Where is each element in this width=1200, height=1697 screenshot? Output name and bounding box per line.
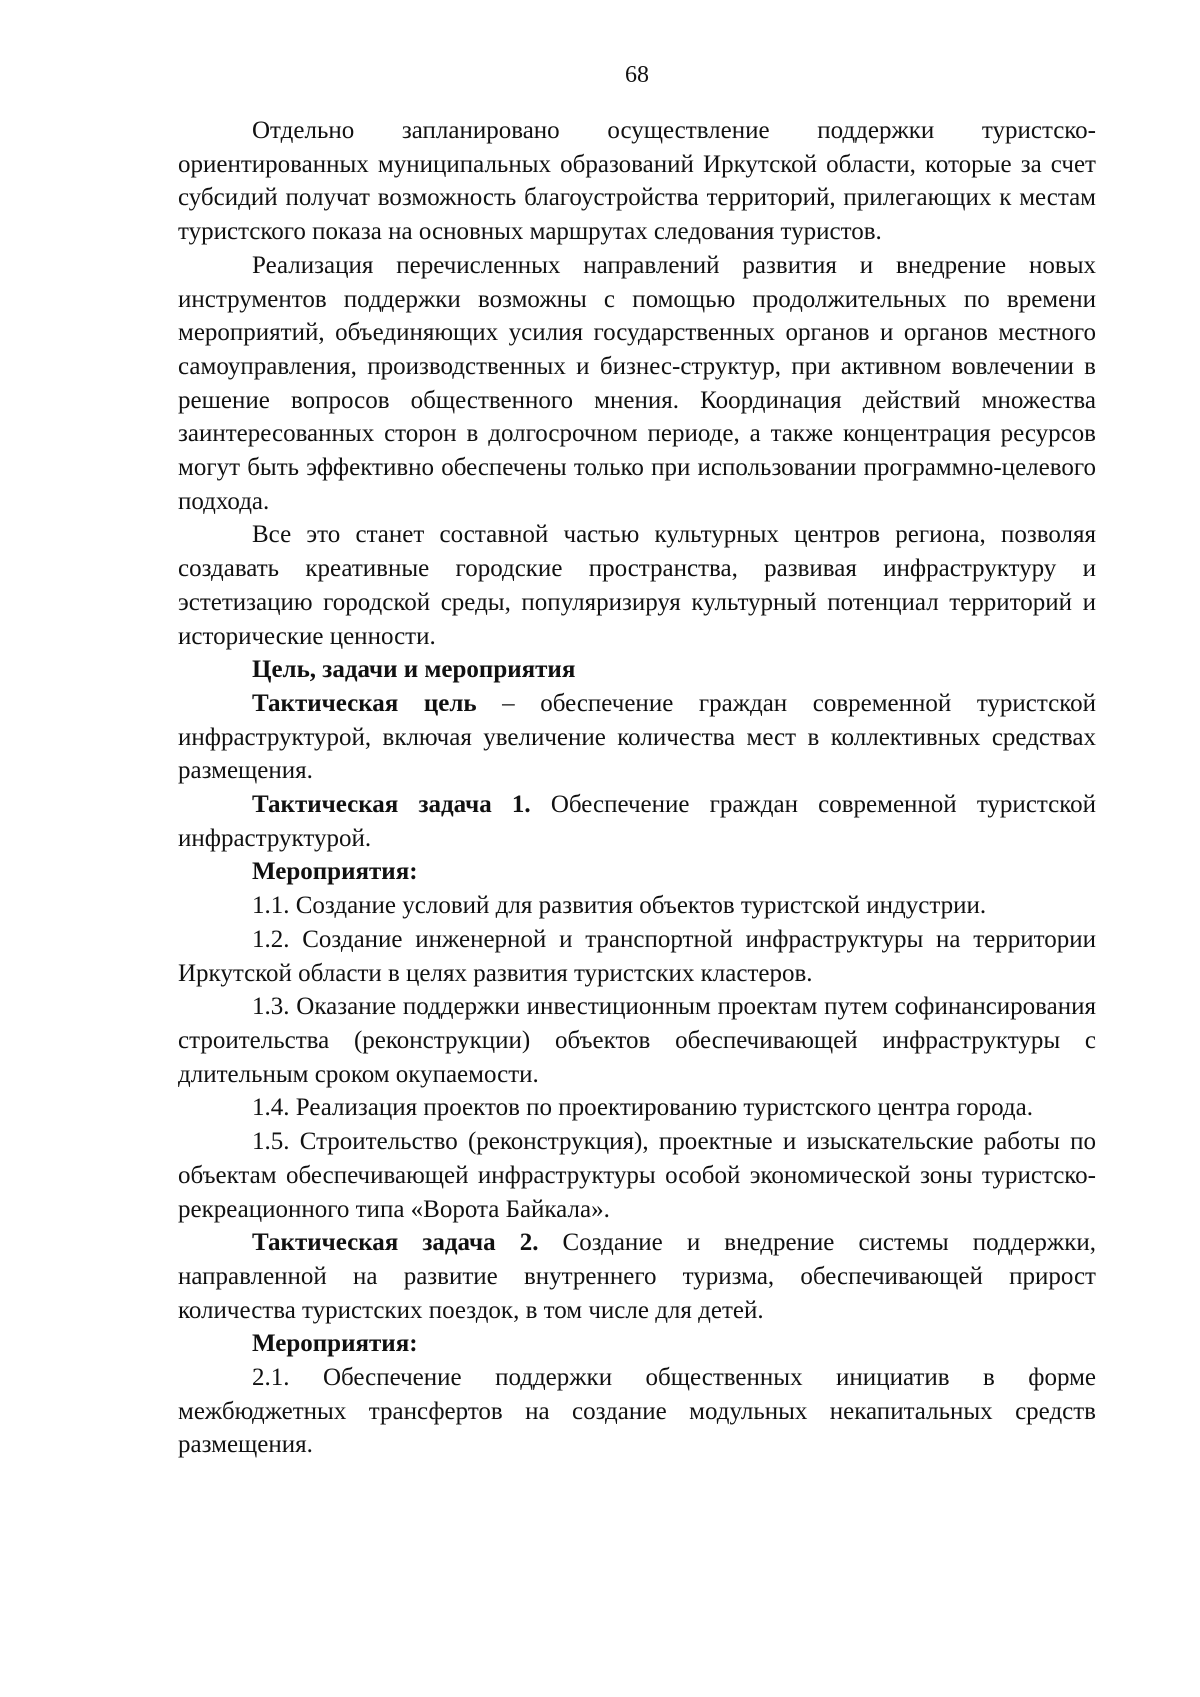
measure-1-3: 1.3. Оказание поддержки инвестиционным проектам путем софинансирования строительства (реконструкции) объектов обеспечивающей инфраструктуры с длительным сроком окупаемости. (178, 993, 1096, 1088)
measures-heading-2: Мероприятия: (252, 1330, 418, 1358)
measure-1-4: 1.4. Реализация проектов по проектированию туристского центра города. (252, 1094, 1033, 1122)
section-heading: Цель, задачи и мероприятия (252, 656, 576, 684)
measures-heading-1: Мероприятия: (252, 858, 418, 886)
tactical-goal-text: – обеспечение граждан современной туристской инфраструктурой, включая увеличение количества мест в коллективных средствах размещения. (178, 689, 1096, 785)
page-number: 68 (625, 62, 649, 88)
tactical-task-2 (178, 1226, 1096, 1327)
tactical-task-2-text: Создание и внедрение системы поддержки, направленной на развитие внутреннего туризма, обеспечивающей прирост количества туристских поездок, в том числе для детей. (178, 1229, 1096, 1324)
document-page (178, 60, 1096, 1462)
tactical-goal-label: Тактическая цель (252, 689, 477, 717)
measure-1-2: 1.2. Создание инженерной и транспортной инфраструктуры на территории Иркутской области в целях развития туристских кластеров. (178, 925, 1096, 987)
paragraph-program-approach: Реализация перечисленных направлений развития и внедрение новых инструментов поддержки возможны с помощью продолжительных по времени мероприятий, объединяющих усилия государственных органов и органов местного самоуправления, производственных и бизнес-структур, при активном вовлечении в решение вопросов общественного мнения. Координация действий множества заинтересованных сторон в долгосрочном периоде, а также концентрация ресурсов могут быть эффективно обеспечены только при использовании программно-целевого подхода. (178, 251, 1096, 515)
measure-2-1: 2.1. Обеспечение поддержки общественных инициатив в форме межбюджетных трансфертов на создание модульных некапитальных средств размещения. (178, 1364, 1096, 1459)
paragraph-cultural-centers: Все это станет составной частью культурных центров региона, позволяя создавать креативные городские пространства, развивая инфраструктуру и эстетизацию городской среды, популяризируя культурный потенциал территорий и исторические ценности. (178, 521, 1096, 650)
tactical-task-1 (178, 788, 1096, 855)
measure-1-1: 1.1. Создание условий для развития объектов туристской индустрии. (252, 892, 987, 920)
tactical-task-1-label: Тактическая задача 1. (252, 791, 531, 819)
tactical-task-2-label: Тактическая задача 2. (252, 1229, 539, 1257)
tactical-goal (178, 687, 1096, 788)
tactical-task-1-text: Обеспечение граждан современной туристской инфраструктурой. (178, 791, 1096, 852)
paragraph-subsidies: Отдельно запланировано осуществление поддержки туристско-ориентированных муниципальных образований Иркутской области, которые за счет субсидий получат возможность благоустройства территорий, прилегающих к местам туристского показа на основных маршрутах следования туристов. (178, 117, 1096, 246)
measure-1-5: 1.5. Строительство (реконструкция), проектные и изыскательские работы по объектам обеспечивающей инфраструктуры особой экономической зоны туристско-рекреационного типа «Ворота Байкала». (178, 1128, 1096, 1223)
